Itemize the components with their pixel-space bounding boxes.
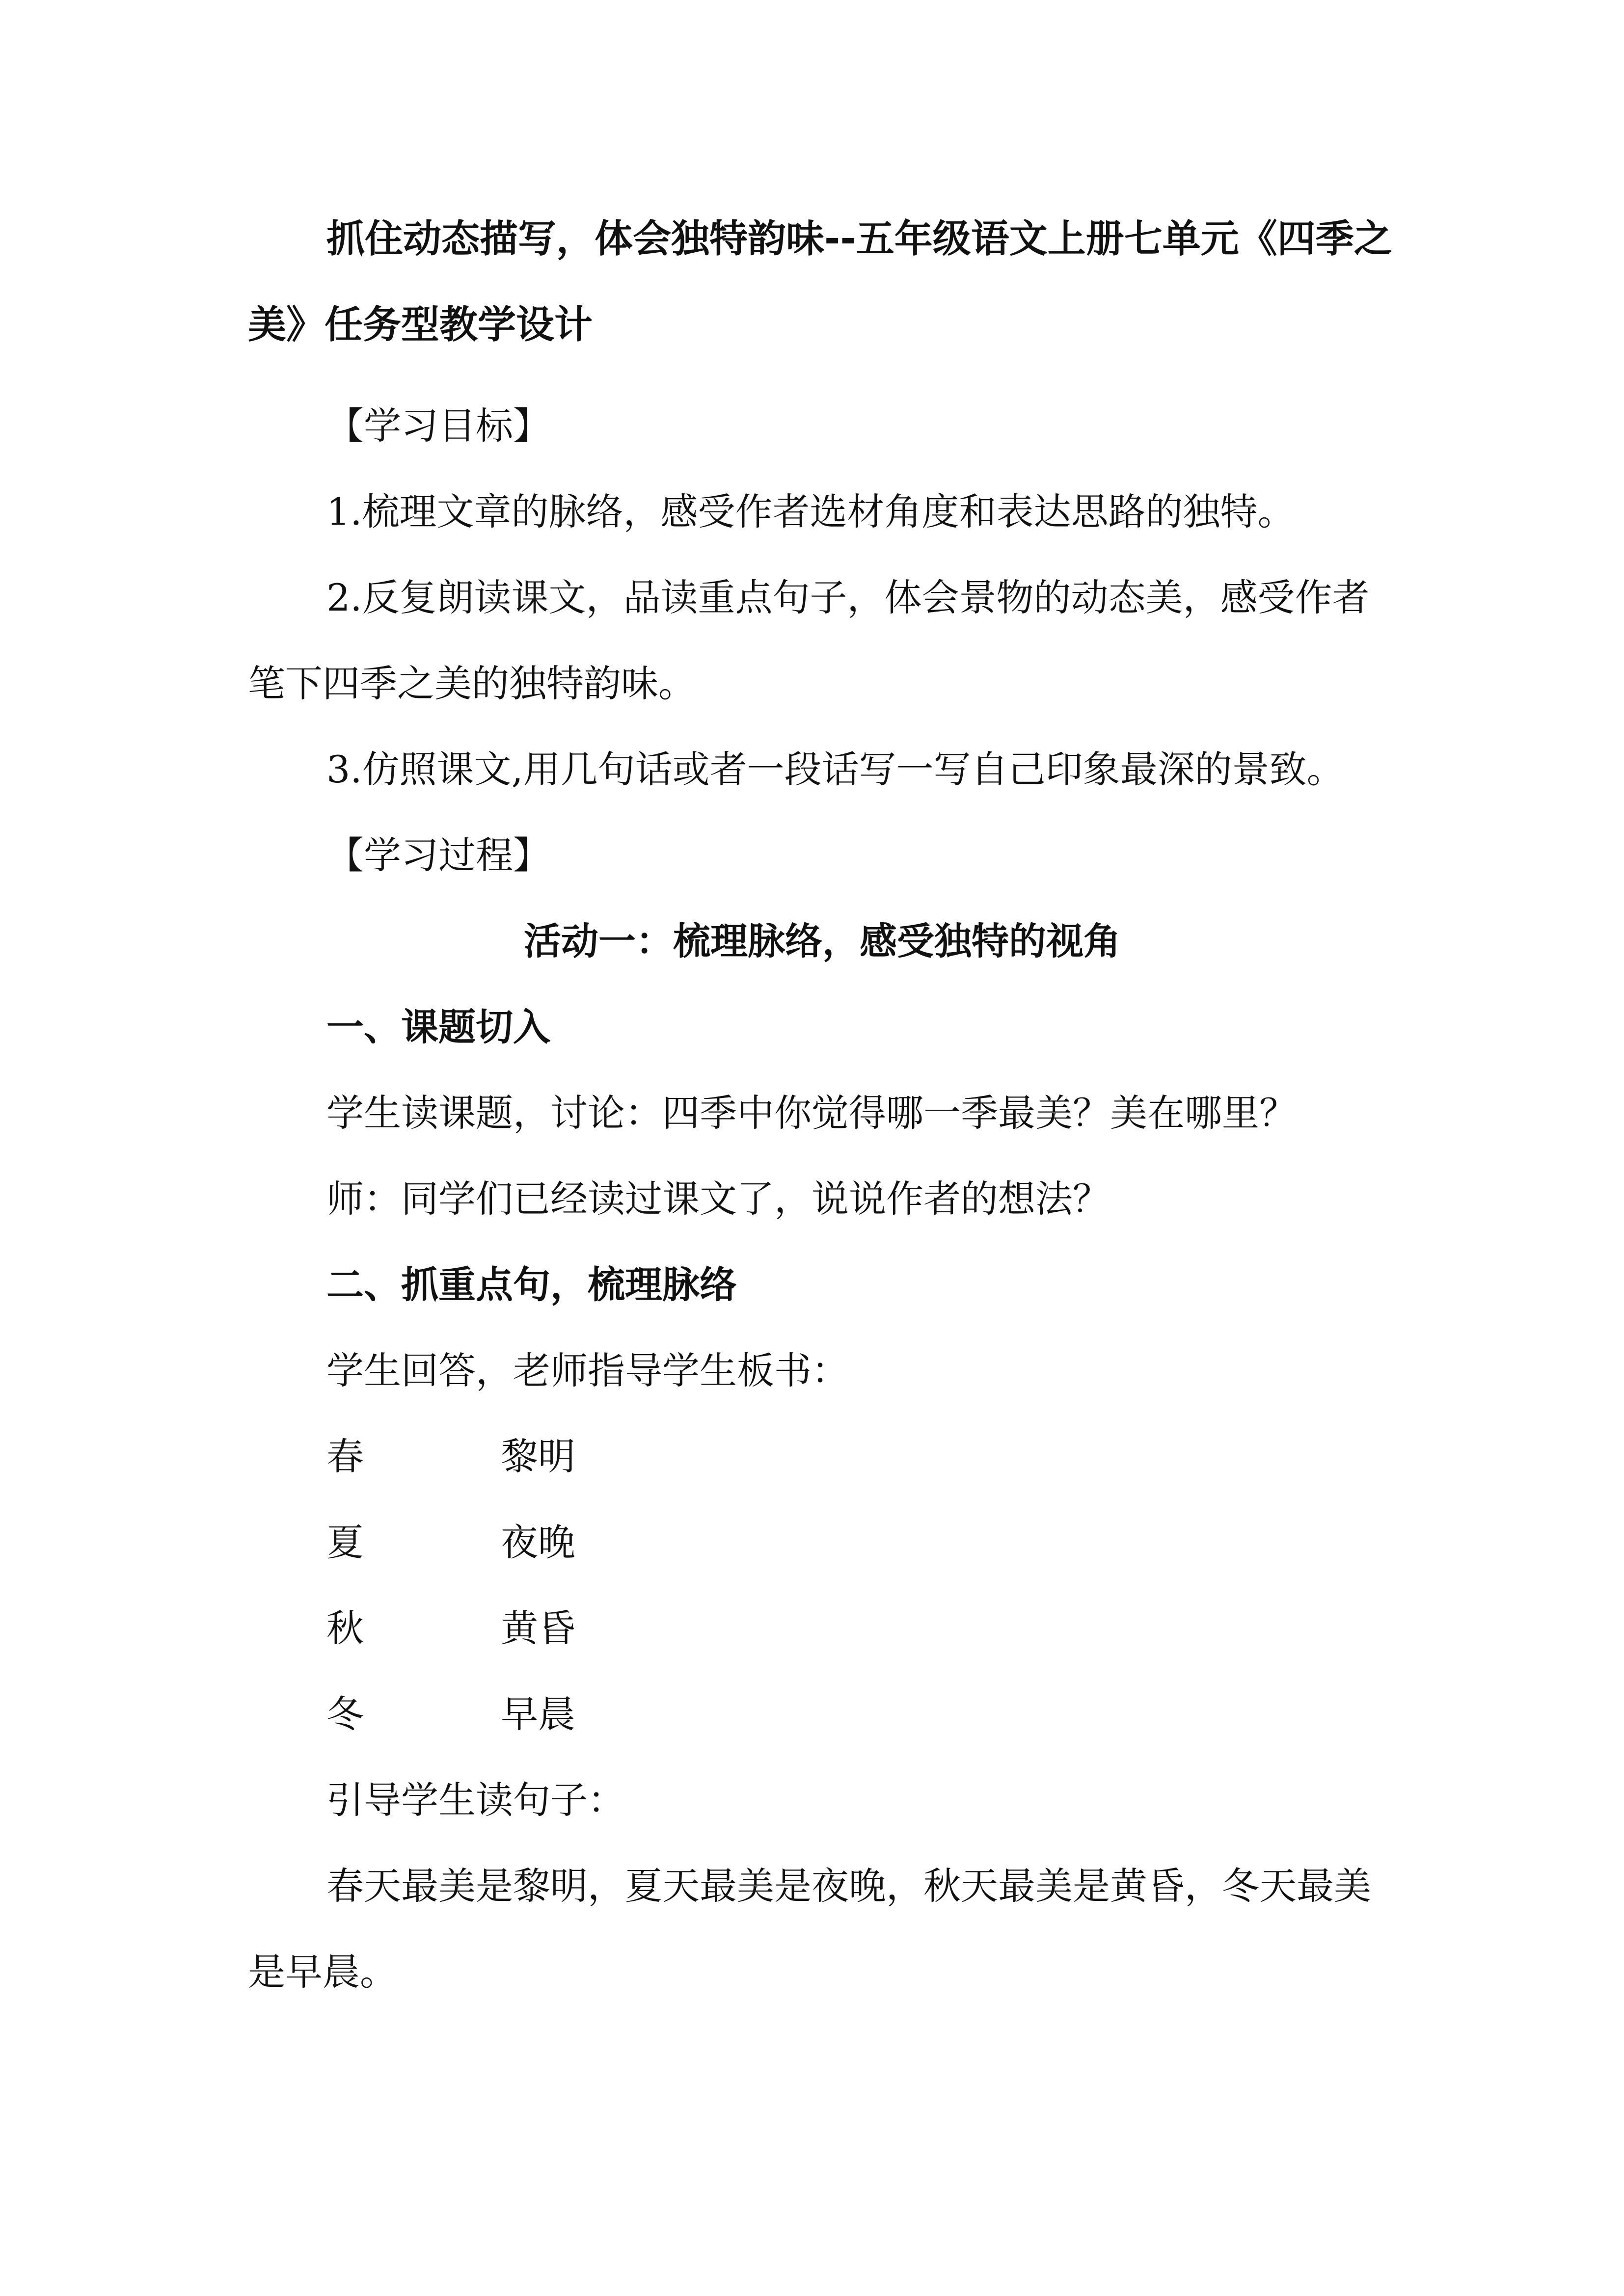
document-title: 抓住动态描写，体会独特韵味--五年级语文上册七单元《四季之美》任务型教学设计 [248, 217, 1392, 347]
board-season: 秋 [326, 1606, 364, 1650]
objective-1: 1.梳理文章的脉络，感受作者选材角度和表达思路的独特。 [326, 490, 1295, 534]
section2-sentence: 春天最美是黎明，夏天最美是夜晚，秋天最美是黄昏，冬天最美是早晨。 [248, 1864, 1371, 1994]
board-season: 夏 [326, 1521, 364, 1564]
board-time: 黄昏 [501, 1606, 575, 1650]
board-time: 夜晚 [501, 1521, 575, 1564]
board-time: 早晨 [501, 1692, 575, 1736]
process-heading: 【学习过程】 [326, 833, 550, 877]
objectives-heading: 【学习目标】 [326, 404, 550, 448]
board-time: 黎明 [501, 1435, 575, 1478]
section1-heading: 一、课题切入 [326, 1005, 550, 1049]
section2-intro: 学生回答，老师指导学生板书： [326, 1349, 849, 1392]
section2-heading: 二、抓重点句，梳理脉络 [326, 1263, 737, 1307]
activity-title: 活动一：梳理脉络，感受独特的视角 [524, 919, 1121, 963]
section1-line-2: 师：同学们已经读过课文了，说说作者的想法？ [326, 1177, 1110, 1221]
section2-guide: 引导学生读句子： [326, 1778, 625, 1822]
board-season: 春 [326, 1435, 364, 1478]
objective-2: 2.反复朗读课文，品读重点句子，体会景物的动态美，感受作者笔下四季之美的独特韵味。 [248, 576, 1370, 705]
objective-3: 3.仿照课文,用几句话或者一段话写一写自己印象最深的景致。 [326, 748, 1344, 791]
section1-line-1: 学生读课题，讨论：四季中你觉得哪一季最美？美在哪里？ [326, 1091, 1297, 1135]
board-season: 冬 [326, 1692, 364, 1736]
